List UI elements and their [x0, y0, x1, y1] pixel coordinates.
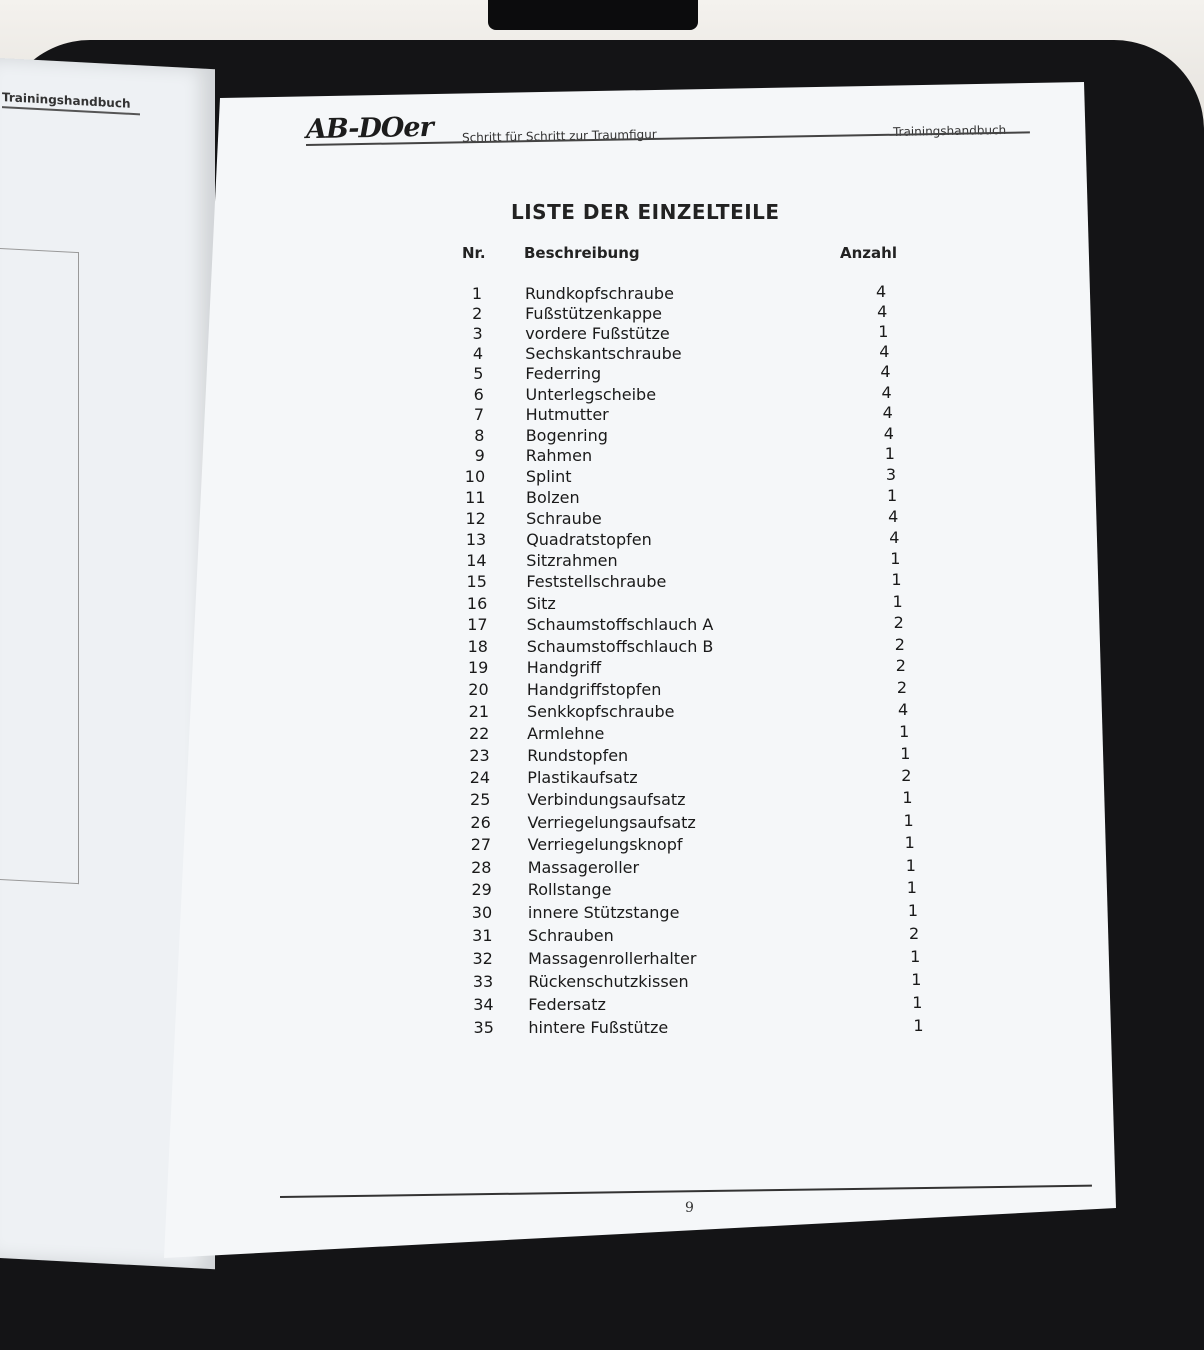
part-number [453, 949, 493, 968]
part-description: Unterlegscheibe [525, 384, 657, 404]
part-number [444, 426, 484, 445]
part-number-text: 28 [471, 857, 492, 877]
part-number [446, 530, 486, 549]
part-quantity: 1 [905, 855, 916, 875]
part-quantity: 2 [909, 924, 920, 943]
part-number-text: 11 [465, 488, 486, 507]
part-quantity: 1 [887, 486, 898, 505]
part-number-text: 14 [466, 551, 487, 571]
part-quantity: 3 [885, 465, 897, 485]
part-quantity: 2 [901, 766, 912, 786]
part-number [443, 324, 483, 343]
part-number [447, 551, 487, 570]
part-description: Sitz [526, 593, 556, 613]
part-number [444, 405, 484, 424]
part-number-text: 35 [473, 1018, 494, 1038]
binder-clip [488, 0, 698, 30]
part-quantity: 2 [896, 678, 908, 698]
part-number-text: 15 [466, 572, 487, 592]
part-quantity: 1 [890, 549, 901, 569]
part-quantity: 4 [879, 342, 890, 362]
part-number-text: 19 [467, 658, 489, 678]
part-quantity: 1 [913, 1016, 924, 1036]
part-number-text: 20 [468, 680, 489, 700]
part-quantity: 4 [880, 362, 891, 382]
part-number-text: 27 [470, 835, 492, 855]
part-description: Rollstange [527, 880, 612, 900]
part-number [454, 1018, 494, 1037]
part-description: vordere Fußstütze [525, 324, 670, 343]
part-description: Federsatz [528, 995, 606, 1015]
brand-logo: AB-DOer [305, 111, 434, 146]
part-number [447, 572, 487, 591]
part-number-text: 2 [472, 303, 483, 323]
part-description: Sechskantschraube [525, 344, 682, 364]
column-header-quantity: Anzahl [840, 244, 897, 262]
part-number-text: 16 [466, 593, 488, 613]
part-number-text: 21 [468, 702, 489, 721]
part-number [452, 880, 492, 899]
part-description: Handgriff [526, 658, 602, 678]
part-number-text: 1 [471, 284, 482, 303]
part-number [454, 995, 494, 1014]
part-number-text: 18 [467, 636, 488, 656]
part-quantity: 1 [911, 970, 922, 989]
part-description: innere Stützstange [527, 903, 680, 923]
part-quantity: 2 [894, 634, 905, 654]
part-description: Splint [525, 467, 572, 487]
part-number [449, 702, 489, 721]
part-description: Hutmutter [525, 405, 609, 425]
part-quantity: 1 [910, 946, 921, 966]
part-number-text: 6 [473, 384, 484, 404]
part-number-text: 31 [472, 926, 493, 945]
part-number [451, 835, 491, 854]
part-number-text: 24 [469, 768, 491, 788]
part-quantity: 4 [876, 282, 887, 301]
part-description: Federring [525, 364, 602, 384]
left-page-figure-box [0, 248, 79, 884]
part-quantity: 1 [907, 901, 919, 921]
page-number: 9 [685, 1200, 694, 1216]
part-number-text: 9 [474, 446, 485, 466]
part-description: Rundstopfen [527, 746, 629, 765]
part-quantity: 1 [912, 993, 923, 1013]
part-description: Fußstützenkappe [525, 303, 662, 323]
part-number [447, 594, 487, 613]
left-page-header: Trainingshandbuch [2, 90, 140, 115]
part-description: Schraube [526, 508, 602, 528]
part-number [444, 385, 484, 404]
part-number [449, 724, 489, 743]
part-description: Rahmen [525, 446, 593, 466]
part-number-text: 17 [467, 615, 488, 635]
part-number-text: 13 [465, 530, 487, 549]
part-description: Feststellschraube [526, 572, 667, 592]
part-number [451, 813, 491, 832]
part-number [446, 488, 486, 507]
part-number-text: 23 [469, 746, 490, 765]
part-description: Handgriffstopfen [526, 680, 662, 700]
part-number-text: 25 [470, 790, 491, 810]
part-number-text: 4 [472, 344, 484, 364]
part-number-text: 3 [472, 324, 483, 343]
part-description: Massagenrollerhalter [528, 948, 697, 968]
part-description: Quadratstopfen [526, 530, 652, 549]
part-number-text: 32 [472, 948, 493, 968]
part-number-text: 22 [468, 723, 490, 743]
part-number-text: 33 [472, 972, 494, 991]
part-number [443, 364, 483, 383]
part-description: Rundkopfschraube [525, 284, 674, 303]
part-description: Rückenschutzkissen [528, 972, 689, 991]
page-title: LISTE DER EINZELTEILE [511, 200, 780, 224]
part-quantity: 1 [892, 591, 903, 611]
part-description: Schaumstoffschlauch A [526, 615, 714, 635]
part-description: Sitzrahmen [526, 551, 618, 571]
part-number [442, 304, 482, 323]
part-description: hintere Fußstütze [528, 1018, 669, 1038]
header-manual-title: Trainingshandbuch [892, 123, 1007, 139]
part-number [442, 284, 482, 303]
part-description: Verbindungsaufsatz [527, 790, 686, 810]
part-number [443, 344, 483, 363]
part-description: Verriegelungsaufsatz [527, 812, 696, 832]
part-description: Massageroller [527, 857, 640, 877]
part-quantity: 1 [878, 322, 889, 341]
part-quantity: 4 [881, 382, 892, 402]
part-quantity: 1 [903, 810, 914, 830]
part-description: Senkkopfschraube [527, 702, 675, 721]
part-number-text: 10 [464, 467, 486, 487]
part-description: Bolzen [526, 488, 580, 507]
right-page [164, 82, 1164, 1258]
part-number [451, 858, 491, 877]
part-quantity: 1 [899, 721, 910, 741]
part-quantity: 1 [900, 744, 911, 763]
part-number [453, 972, 493, 991]
part-number-text: 12 [465, 508, 486, 528]
part-number-text: 30 [471, 903, 493, 923]
part-number [446, 509, 486, 528]
part-quantity: 4 [889, 528, 900, 547]
header-tagline: Schritt für Schritt zur Traumfigur [461, 127, 657, 145]
part-quantity: 1 [884, 444, 895, 464]
part-number [449, 680, 489, 699]
part-quantity: 4 [882, 403, 893, 423]
part-number [450, 768, 490, 787]
part-quantity: 1 [906, 878, 917, 898]
part-number [450, 790, 490, 809]
part-quantity: 4 [883, 423, 894, 443]
part-quantity: 4 [888, 506, 899, 526]
column-header-nr: Nr. [462, 244, 486, 262]
part-description: Verriegelungsknopf [527, 835, 683, 855]
column-header-description: Beschreibung [524, 244, 640, 262]
part-number-text: 7 [473, 405, 485, 425]
part-description: Bogenring [525, 425, 608, 445]
part-description: Armlehne [527, 723, 605, 743]
part-quantity: 4 [877, 301, 888, 321]
part-quantity: 2 [893, 613, 904, 633]
part-number [450, 746, 490, 765]
part-number [453, 926, 493, 945]
part-number [452, 903, 492, 922]
part-number-text: 34 [473, 995, 494, 1015]
part-number-text: 26 [470, 812, 491, 832]
part-quantity: 1 [904, 833, 915, 853]
part-quantity: 1 [891, 570, 902, 590]
part-number-text: 29 [471, 880, 492, 900]
part-description: Schrauben [528, 926, 614, 945]
part-number [448, 658, 488, 677]
part-quantity: 1 [902, 788, 913, 808]
part-number-text: 8 [474, 425, 485, 445]
part-quantity: 4 [898, 700, 909, 719]
part-number [448, 637, 488, 656]
part-number-text: 5 [473, 364, 484, 384]
part-quantity: 2 [895, 656, 906, 676]
part-description: Plastikaufsatz [527, 768, 638, 788]
part-number [445, 446, 485, 465]
part-number [448, 615, 488, 634]
part-number [445, 467, 485, 486]
part-description: Schaumstoffschlauch B [526, 636, 714, 656]
